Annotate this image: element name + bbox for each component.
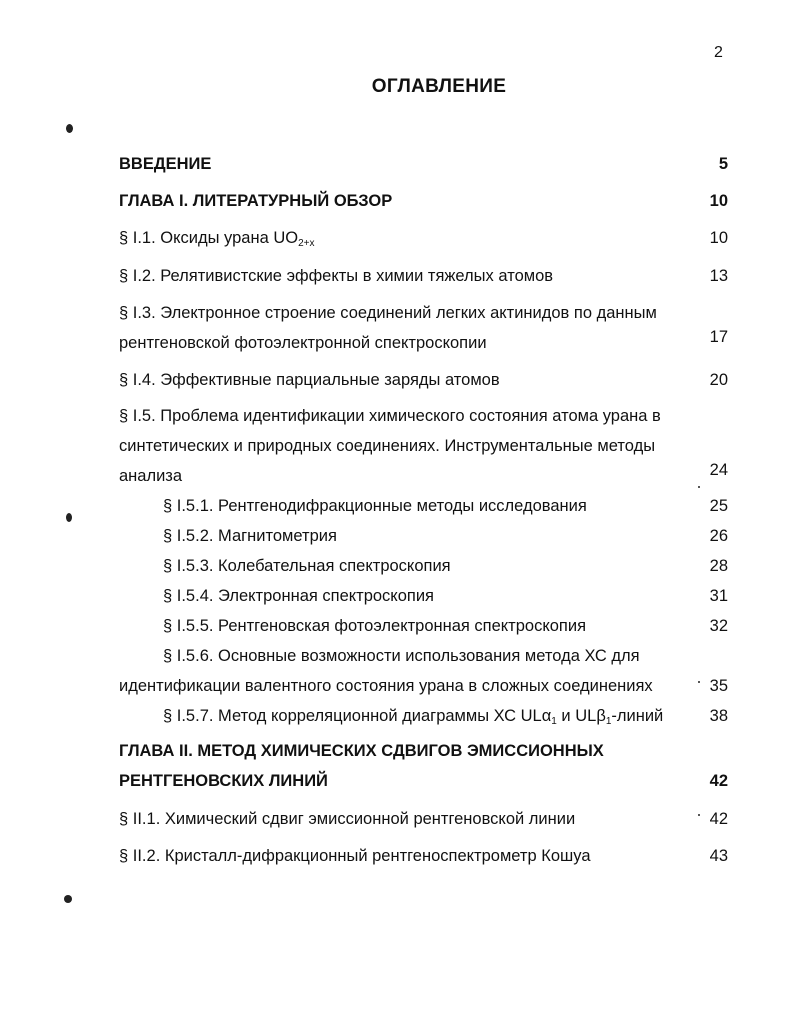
page-title: ОГЛАВЛЕНИЕ <box>371 76 507 97</box>
formula-subscript: 2+x <box>298 238 315 249</box>
toc-entry-text: § I.5.4. Электронная спектроскопия <box>163 587 434 605</box>
toc-entry-text-part: -линий <box>611 707 664 725</box>
toc-entry-text: § I.2. Релятивистские эффекты в химии тяжелых атомов <box>119 267 554 285</box>
toc-entry-text: ВВЕДЕНИЕ <box>119 155 212 173</box>
toc-entry-page: 43 <box>709 847 728 865</box>
toc-entry-page: 5 <box>718 155 728 173</box>
scan-speck <box>66 513 72 522</box>
toc-entry-page: 42 <box>709 772 728 790</box>
toc-entry-page: 28 <box>709 557 728 575</box>
toc-entry-page: 10 <box>709 229 728 247</box>
formula-subscript: 1 <box>551 716 557 727</box>
scan-speck <box>66 124 73 133</box>
toc-entry-page: 17 <box>709 328 728 346</box>
toc-entry-chapter-2[interactable] <box>119 736 728 796</box>
toc-entry-text-line: анализа <box>119 467 183 485</box>
toc-entry-section-1-5-3[interactable] <box>163 551 728 581</box>
toc-entry-section-1-4[interactable] <box>119 365 728 395</box>
toc-entry-text: § I.5.5. Рентгеновская фотоэлектронная спектроскопия <box>163 617 587 635</box>
page-number: 2 <box>714 44 723 61</box>
toc-entry-section-1-2[interactable] <box>119 261 728 291</box>
toc-entry-text-line: § I.5.6. Основные возможности использования метода ХС для <box>163 647 640 665</box>
toc-entry-text <box>163 701 728 731</box>
toc-entry-section-1-5-7[interactable] <box>163 701 728 731</box>
scan-speck <box>64 895 72 903</box>
toc-entry-page: 26 <box>709 527 728 545</box>
scan-speck <box>698 486 700 488</box>
scan-speck <box>698 814 700 816</box>
toc-entry-section-1-5-2[interactable] <box>163 521 728 551</box>
toc-entry-section-1-1[interactable] <box>119 223 728 253</box>
toc-entry-text-line: § I.3. Электронное строение соединений легких актинидов по данным <box>119 304 657 322</box>
toc-entry-introduction[interactable] <box>119 149 728 179</box>
toc-entry-section-1-5-6[interactable] <box>119 641 728 701</box>
toc-entry-text-part: и ULβ <box>556 707 606 725</box>
toc-entry-text-line: ГЛАВА II. МЕТОД ХИМИЧЕСКИХ СДВИГОВ ЭМИССИОННЫХ <box>119 742 604 760</box>
toc-entry-text-part: § I.1. Оксиды урана UO <box>119 229 299 247</box>
toc-entry-page: 10 <box>709 192 728 210</box>
toc-entry-text: § I.5.3. Колебательная спектроскопия <box>163 557 451 575</box>
toc-entry-text-line: РЕНТГЕНОВСКИХ ЛИНИЙ <box>119 772 328 790</box>
formula-subscript: 1 <box>605 716 612 727</box>
toc-entry-page: 38 <box>709 707 728 725</box>
toc-entry-section-1-5-1[interactable] <box>163 491 728 521</box>
scan-speck <box>698 681 700 683</box>
toc-entry-text: § II.2. Кристалл-дифракционный рентгеноспектрометр Кошуа <box>119 847 591 865</box>
toc-entry-page: 35 <box>709 677 728 695</box>
toc-entry-page: 24 <box>709 461 728 479</box>
toc-entry-section-1-5[interactable] <box>119 401 728 491</box>
toc-entry-section-2-2[interactable] <box>119 841 728 871</box>
toc-entry-page: 42 <box>709 810 728 828</box>
toc-entry-page: 13 <box>709 267 728 285</box>
toc-entry-page: 32 <box>709 617 728 635</box>
toc-entry-text <box>119 223 728 253</box>
toc-entry-text: § I.4. Эффективные парциальные заряды атомов <box>119 371 500 389</box>
toc-entry-text: ГЛАВА I. ЛИТЕРАТУРНЫЙ ОБЗОР <box>119 192 393 210</box>
toc-entry-page: 25 <box>709 497 728 515</box>
toc-entry-text-line: синтетических и природных соединениях. Инструментальные методы <box>119 437 656 455</box>
toc-entry-section-1-5-5[interactable] <box>163 611 728 641</box>
toc-entry-text: § I.5.2. Магнитометрия <box>163 527 337 545</box>
toc-entry-text-part: § I.5.7. Метод корреляционной диаграммы ХС ULα <box>163 707 552 725</box>
toc-entry-page: 20 <box>709 371 728 389</box>
toc-entry-text: § II.1. Химический сдвиг эмиссионной рентгеновской линии <box>119 810 576 828</box>
toc-entry-page: 31 <box>709 587 728 605</box>
toc-entry-text: § I.5.1. Рентгенодифракционные методы исследования <box>163 497 587 515</box>
toc-entry-text-line: рентгеновской фотоэлектронной спектроскопии <box>119 334 487 352</box>
toc-entry-section-1-5-4[interactable] <box>163 581 728 611</box>
toc-entry-chapter-1[interactable] <box>119 186 728 216</box>
toc-entry-section-1-3[interactable] <box>119 298 728 358</box>
toc-entry-text-line: идентификации валентного состояния урана в сложных соединениях <box>119 677 653 695</box>
toc-entry-text-line: § I.5. Проблема идентификации химического состояния атома урана в <box>119 407 661 425</box>
toc-entry-section-2-1[interactable] <box>119 804 728 834</box>
